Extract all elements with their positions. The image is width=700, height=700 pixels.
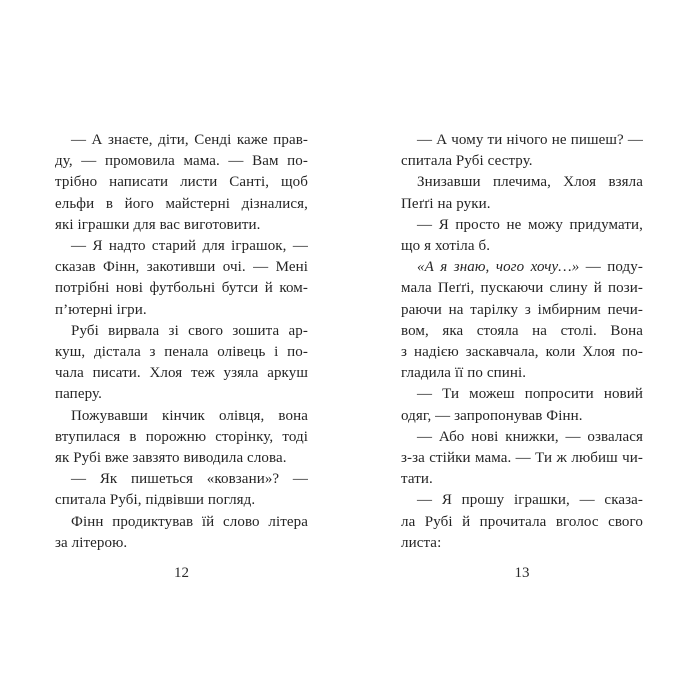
text-line	[401, 384, 643, 405]
text-segment: — А чому ти нічого не пишеш? —	[417, 132, 643, 148]
text-segment: — Я просто не можу придумати,	[417, 216, 643, 233]
text-segment: що я хотіла б.	[401, 238, 491, 255]
page-number-left: 12	[174, 565, 189, 581]
text-line	[55, 406, 308, 427]
text-segment: спитала Рубі, підвівши погляд.	[55, 492, 256, 509]
page-left-text	[55, 130, 308, 554]
text-line	[401, 172, 643, 193]
text-segment: потрібні нові футбольні бутси й ком-	[55, 280, 308, 297]
text-segment: гладила її по спині.	[401, 365, 527, 382]
text-segment: спитала Рубі сестру.	[401, 153, 533, 170]
text-segment: мала Пеґґі, пускаючи слину й пози-	[401, 280, 643, 297]
text-segment: раючи на тарілку з імбирним печи-	[401, 301, 643, 318]
text-line	[401, 533, 643, 554]
text-line	[401, 448, 643, 469]
text-line	[55, 469, 308, 490]
text-segment: втупилася в порожню сторінку, тоді	[55, 428, 308, 445]
text-line	[55, 448, 308, 469]
text-segment: за літерою.	[55, 534, 128, 551]
text-line	[401, 321, 643, 342]
text-segment: Рубі вирвала зі свого зошита ар-	[71, 322, 308, 339]
text-line	[401, 512, 643, 533]
text-line	[55, 512, 308, 533]
text-line	[401, 300, 643, 321]
text-line	[401, 278, 643, 299]
text-segment: ла Рубі й прочитала вголос свого	[401, 513, 643, 530]
text-line	[55, 363, 308, 384]
text-segment: з надією заскавчала, коли Хлоя по-	[401, 344, 643, 361]
text-segment: п’ютерні ігри.	[55, 301, 147, 318]
text-segment: листа:	[401, 534, 442, 551]
text-line	[55, 194, 308, 215]
text-line	[55, 130, 308, 151]
text-line	[401, 363, 643, 384]
text-line	[55, 151, 308, 172]
page-number-right: 13	[514, 565, 530, 581]
text-line	[401, 406, 643, 427]
text-segment: — Ти можеш попросити новий	[417, 386, 643, 403]
text-line	[55, 321, 308, 342]
text-line	[55, 236, 308, 257]
text-segment: куш, дістала з пенала олівець і по-	[55, 344, 308, 361]
text-line	[401, 151, 643, 172]
text-line	[401, 194, 643, 215]
text-segment: — поду-	[579, 259, 643, 276]
text-line	[55, 342, 308, 363]
text-line	[401, 130, 643, 151]
text-segment: — Я надто старий для іграшок, —	[71, 238, 308, 255]
page-right-text	[401, 130, 643, 554]
text-segment: Пеґґі на руки.	[401, 195, 491, 212]
text-segment: — Я прошу іграшки, — сказа-	[417, 492, 643, 509]
text-segment: Знизавши плечима, Хлоя взяла	[417, 174, 643, 191]
text-segment: — А знаєте, діти, Сенді каже прав-	[71, 132, 308, 148]
text-segment: сказав Фінн, закотивши очі. — Мені	[55, 259, 308, 276]
text-line	[55, 533, 308, 554]
text-segment: вом, яка стояла на столі. Вона	[401, 322, 643, 339]
text-line	[401, 257, 643, 278]
text-line	[401, 469, 643, 490]
text-segment: які іграшки для вас виготовити.	[55, 216, 261, 233]
text-segment: ельфи в його майстерні дізналися,	[55, 195, 308, 212]
text-segment: Пожувавши кінчик олівця, вона	[71, 407, 308, 424]
text-line	[55, 427, 308, 448]
text-segment: — Або нові книжки, — озвалася	[417, 428, 643, 445]
text-segment: чала писати. Хлоя теж узяла аркуш	[55, 365, 308, 382]
text-segment: ду, — промовила мама. — Вам по-	[55, 153, 308, 170]
text-line	[55, 300, 308, 321]
text-line	[55, 490, 308, 511]
text-segment: як Рубі вже завзято виводила слова.	[55, 450, 287, 467]
text-segment: — Як пишеться «ковзани»? —	[71, 471, 308, 488]
text-line	[401, 342, 643, 363]
text-line	[55, 172, 308, 193]
text-line	[401, 490, 643, 511]
text-line	[401, 236, 643, 257]
text-segment: паперу.	[55, 386, 102, 403]
text-segment: тати.	[401, 471, 433, 488]
italic-text: «А я знаю, чого хочу…»	[417, 259, 580, 276]
text-segment: Фінн продиктував їй слово літера	[71, 513, 308, 530]
text-line	[55, 215, 308, 236]
text-segment: трібно написати листи Санті, щоб	[55, 174, 308, 191]
text-line	[401, 215, 643, 236]
text-line	[401, 427, 643, 448]
text-line	[55, 384, 308, 405]
text-line	[55, 257, 308, 278]
text-line	[55, 278, 308, 299]
text-segment: одяг, — запропонував Фінн.	[401, 407, 583, 424]
text-segment: з-за стійки мама. — Ти ж любиш чи-	[401, 450, 643, 467]
